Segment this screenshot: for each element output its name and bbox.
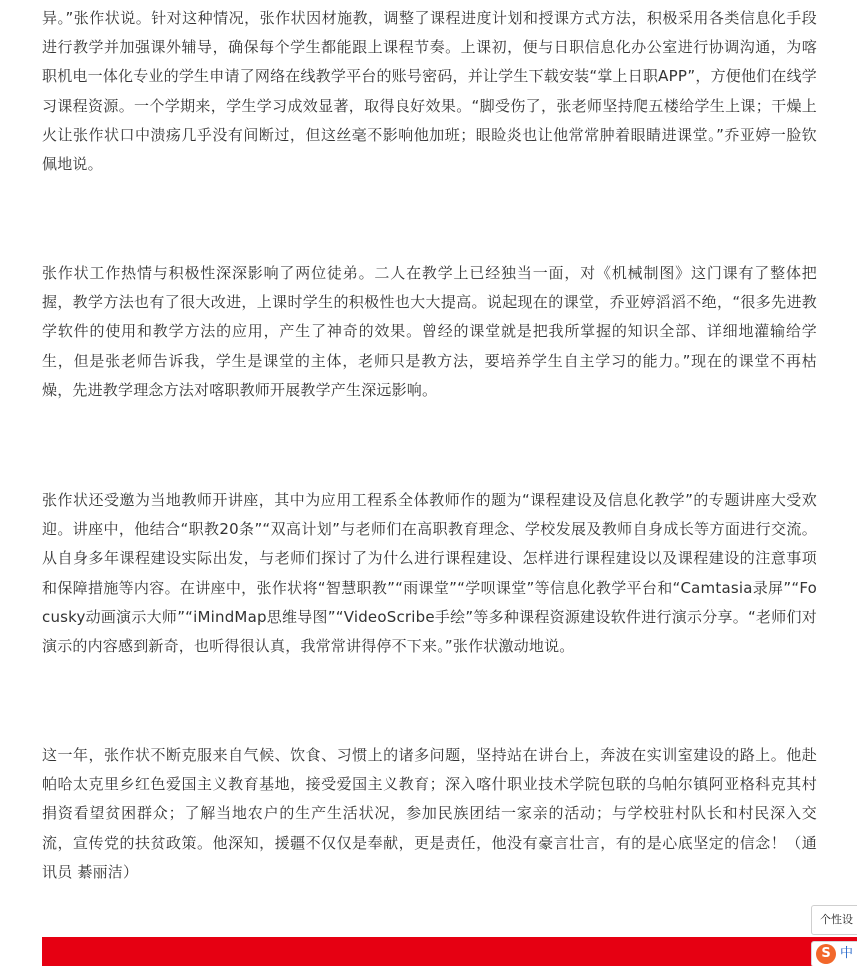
ime-toolbar[interactable] (811, 905, 857, 966)
article-paragraph-4: 这一年，张作状不断克服来自气候、饮食、习惯上的诸多问题，坚持站在讲台上，奔波在实训室建设的路上。他赴帕哈太克里乡红色爱国主义教育基地，接受爱国主义教育；深入喀什职业技术学院包联的乌帕尔镇阿亚格科克其村捐资看望贫困群众；了解当地农户的生产生活状况，参加民族团结一家亲的活动；与学校驻村队长和村民深入交流，宣传党的扶贫政策。他深知，援疆不仅仅是奉献，更是责任，他没有豪言壮言，有的是心底坚定的信念！（通讯员 綦丽洁） (42, 746, 817, 881)
article-paragraph-3: 张作状还受邀为当地教师开讲座，其中为应用工程系全体教师作的题为“课程建设及信息化教学”的专题讲座大受欢迎。讲座中，他结合“职教20条”“双高计划”与老师们在高职教育理念、学校发展及教师自身成长等方面进行交流。从自身多年课程建设实际出发，与老师们探讨了为什么进行课程建设、怎样进行课程建设以及课程建设的注意事项和保障措施等内容。在讲座中，张作状将“智慧职教”“雨课堂”“学呗课堂”等信息化教学平台和“Camtasia录屏”“Focusky动画演示大师”“iMindMap思维导图”“VideoScribe手绘”等多种课程资源建设软件进行演示分享。“老师们对演示的内容感到新奇，也听得很认真，我常常讲得停不下来。”张作状激动地说。 (42, 491, 817, 656)
ime-tooltip: 个性设 (811, 905, 857, 935)
ime-mode-toggle[interactable]: 中 (840, 946, 854, 961)
article-paragraph-2: 张作状工作热情与积极性深深影响了两位徒弟。二人在教学上已经独当一面，对《机械制图》这门课有了整体把握，教学方法也有了很大改进，上课时学生的积极性也大大提高。说起现在的课堂，乔亚婷滔滔不绝，“很多先进教学软件的使用和教学方法的应用，产生了神奇的效果。曾经的课堂就是把我所掌握的知识全部、详细地灌输给学生，但是张老师告诉我，学生是课堂的主体，老师只是教方法，要培养学生自主学习的能力。”现在的课堂不再枯燥，先进教学理念方法对喀职教师开展教学产生深远影响。 (42, 264, 817, 399)
ime-status-bar[interactable] (811, 941, 857, 966)
sogou-logo-icon[interactable]: S (816, 944, 836, 964)
red-banner (42, 937, 857, 966)
article-paragraph-1: 异。”张作状说。针对这种情况，张作状因材施教，调整了课程进度计划和授课方式方法，积极采用各类信息化手段进行教学并加强课外辅导，确保每个学生都能跟上课程节奏。上课初，便与日职信息化办公室进行协调沟通，为喀职机电一体化专业的学生申请了网络在线教学平台的账号密码，并让学生下载安装“掌上日职APP”，方便他们在线学习课程资源。一个学期来，学生学习成效显著，取得良好效果。“脚受伤了，张老师坚持爬五楼给学生上课；干燥上火让张作状口中溃疡几乎没有间断过，但这丝毫不影响他加班；眼睑炎也让他常常肿着眼睛进课堂。”乔亚婷一脸钦佩地说。 (42, 9, 817, 174)
